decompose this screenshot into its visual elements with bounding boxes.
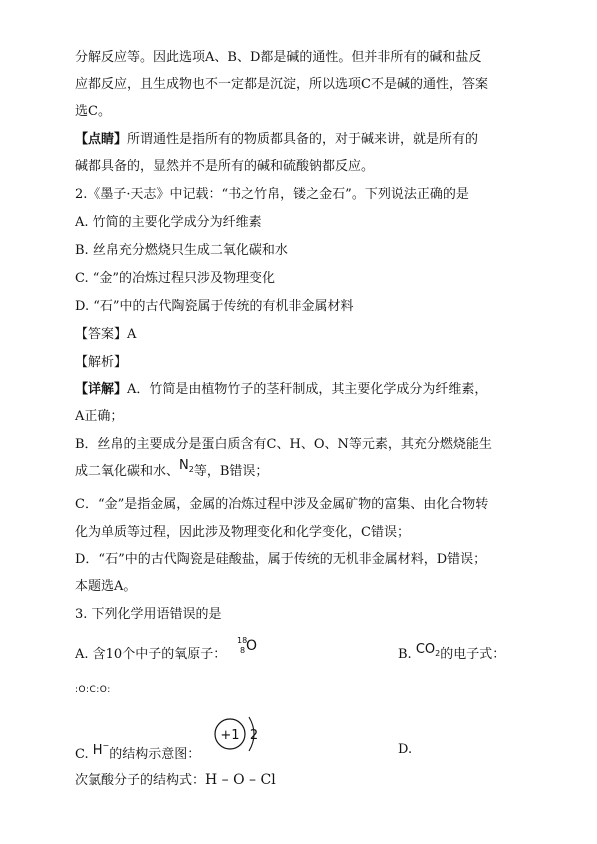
detail-line — [75, 381, 487, 399]
detail-text: A．竹简是由植物竹子的茎秆制成，其主要化学成分为纤维素， — [127, 382, 488, 397]
option-a — [75, 646, 226, 664]
element-symbol: O — [246, 638, 258, 654]
question-stem: 2.《墨子·天志》中记载：“书之竹帛，镂之金石”。下列说法正确的是 — [75, 187, 469, 202]
detail-line: C．“金”是指金属，金属的冶炼过程中涉及金属矿物的富集、由化合物转 — [75, 497, 489, 512]
text-line: 分解反应等。因此选项A、B、D都是碱的通性。但并非所有的碱和盐反 — [75, 50, 482, 65]
formula-subscript: 2 — [188, 465, 194, 474]
hclo-structural-formula: H – O – Cl — [205, 772, 276, 788]
option-text: A. 含10个中子的氧原子： — [75, 647, 227, 662]
tip-text: 所谓通性是指所有的物质都具备的，对于碱来讲，就是所有的 — [127, 132, 479, 147]
formula-superscript: − — [102, 741, 110, 750]
formula-subscript: 2 — [435, 649, 441, 658]
atomic-number: 8 — [240, 646, 246, 655]
option-text: B. — [398, 647, 416, 662]
option-text: C. — [75, 747, 93, 762]
option-a: A. 竹简的主要化学成分为纤维素 — [75, 215, 262, 230]
detail-line: A正确； — [75, 409, 124, 424]
atomic-structure-diagram — [212, 712, 268, 756]
formula-symbol: H — [92, 743, 103, 758]
oxygen-isotope — [237, 638, 261, 662]
formula-symbol: CO — [415, 642, 436, 657]
n2-formula — [179, 458, 194, 479]
option-b — [398, 642, 506, 668]
detail-text: 成二氧化碳和水、 — [75, 464, 180, 479]
hydride-ion — [92, 741, 110, 762]
detail-line: B．丝帛的主要成分是蛋白质含有C、H、O、N等元素，其充分燃烧能生 — [75, 437, 492, 452]
question-stem: 3. 下列化学用语错误的是 — [75, 607, 222, 622]
detail-text: 等，B错误； — [193, 464, 269, 479]
text-line: 选C。 — [75, 104, 111, 119]
electron-formula: :O:C:O: — [75, 685, 111, 695]
option-text: 的结构示意图： — [109, 747, 201, 762]
analysis-label: 【解析】 — [75, 355, 128, 370]
structural-formula-line — [75, 771, 276, 790]
detail-line: 本题选A。 — [75, 579, 137, 594]
formula-symbol: N — [179, 458, 189, 473]
detail-line: 化为单质等过程，因此涉及物理变化和化学变化，C错误； — [75, 525, 410, 540]
tip-label: 【点睛】 — [75, 132, 128, 147]
detail-label: 【详解】 — [75, 382, 128, 397]
option-c — [75, 741, 200, 764]
nucleus-charge: +1 — [220, 728, 240, 743]
shell-electron-count: 2 — [249, 728, 259, 743]
option-d: D. “石”中的古代陶瓷属于传统的有机非金属材料 — [75, 299, 354, 314]
option-c: C. “金”的冶炼过程只涉及物理变化 — [75, 271, 276, 286]
option-text: 的电子式： — [440, 647, 506, 662]
option-text: 次氯酸分子的结构式： — [75, 773, 206, 788]
co2-formula — [415, 642, 441, 662]
detail-line — [75, 458, 269, 485]
text-line: 应都反应，且生成物也不一定都是沉淀，所以选项C不是碱的通性，答案 — [75, 77, 488, 92]
tip-line — [75, 131, 478, 149]
text-line: 碱都具备的，显然并不是所有的碱和硫酸钠都反应。 — [75, 159, 375, 174]
answer-line: 【答案】A — [75, 327, 137, 342]
option-b: B. 丝帛充分燃烧只生成二氧化碳和水 — [75, 243, 288, 258]
detail-line: D．“石”中的古代陶瓷是硅酸盐，属于传统的无机非金属材料，D错误； — [75, 552, 487, 567]
option-d: D. — [398, 742, 413, 757]
mass-number: 18 — [237, 636, 248, 645]
